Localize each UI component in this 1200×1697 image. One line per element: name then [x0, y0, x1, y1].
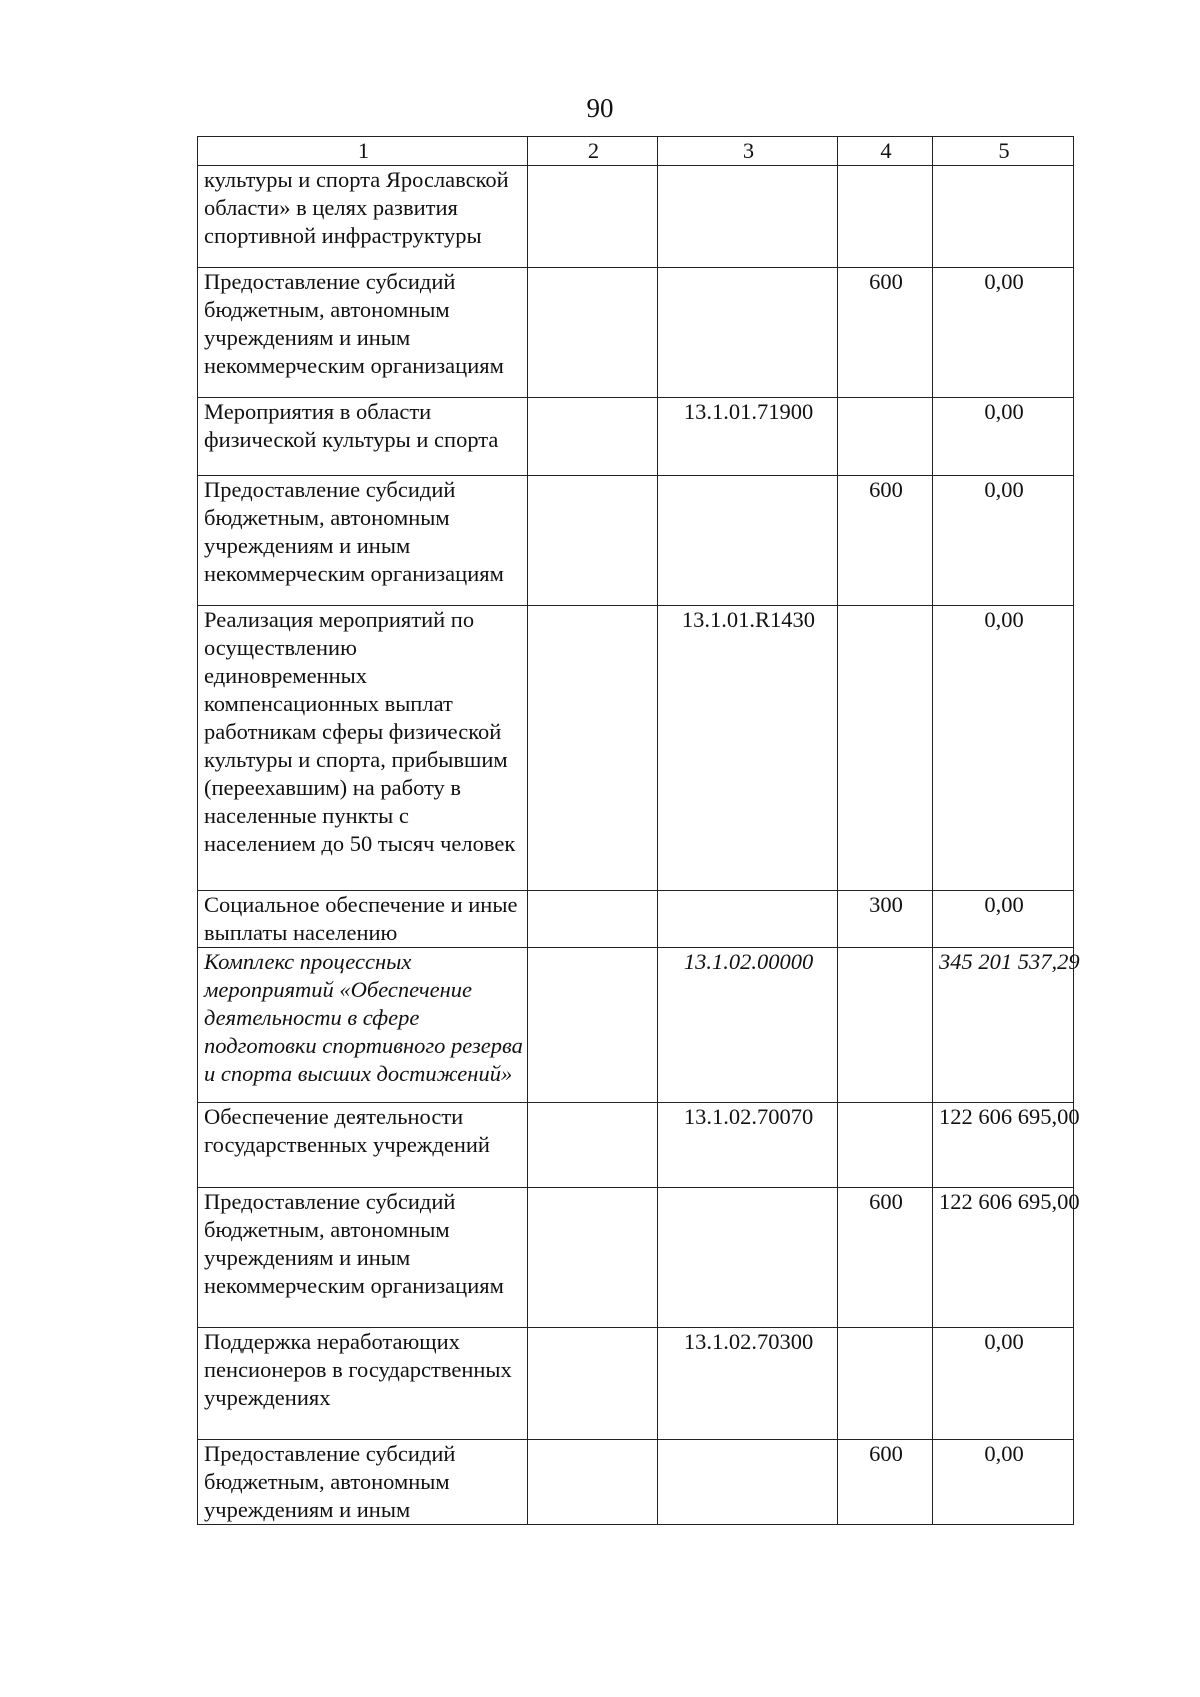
- row-type: [838, 1103, 933, 1188]
- row-amount: 0,00: [933, 398, 1074, 476]
- row-col2: [528, 948, 658, 1103]
- row-name: Мероприятия в области физической культуры и спорта: [198, 398, 528, 476]
- row-col2: [528, 166, 658, 268]
- row-type: [838, 398, 933, 476]
- row-amount: 122 606 695,00: [933, 1103, 1074, 1188]
- row-name: Обеспечение деятельности государственных учреждений: [198, 1103, 528, 1188]
- table-row: [198, 1440, 1074, 1525]
- row-amount: 345 201 537,29: [933, 948, 1074, 1103]
- row-type: [838, 166, 933, 268]
- row-col2: [528, 891, 658, 948]
- row-amount: 0,00: [933, 1328, 1074, 1440]
- row-name: Предоставление субсидий бюджетным, автономным учреждениям и иным некоммерческим организациям: [198, 476, 528, 606]
- table-row: [198, 166, 1074, 268]
- row-code: [658, 1440, 838, 1525]
- row-col2: [528, 1440, 658, 1525]
- row-code: [658, 166, 838, 268]
- row-amount: 0,00: [933, 476, 1074, 606]
- row-amount: 0,00: [933, 268, 1074, 398]
- header-cell-2: 2: [528, 137, 658, 166]
- row-amount: 0,00: [933, 891, 1074, 948]
- row-type: [838, 606, 933, 891]
- row-type: [838, 948, 933, 1103]
- row-type: 300: [838, 891, 933, 948]
- row-col2: [528, 476, 658, 606]
- table-row: [198, 476, 1074, 606]
- row-code: 13.1.02.00000: [658, 948, 838, 1103]
- row-name: Поддержка неработающих пенсионеров в государственных учреждениях: [198, 1328, 528, 1440]
- row-col2: [528, 1103, 658, 1188]
- table-row: [198, 1328, 1074, 1440]
- table-row: [198, 268, 1074, 398]
- row-name: Комплекс процессных мероприятий «Обеспечение деятельности в сфере подготовки спортивного резерва и спорта высших достижений»: [198, 948, 528, 1103]
- row-amount: 122 606 695,00: [933, 1188, 1074, 1328]
- row-amount: 0,00: [933, 1440, 1074, 1525]
- row-name: Реализация мероприятий по осуществлению единовременных компенсационных выплат работникам сферы физической культуры и спорта, прибывшим (переехавшим) на работу в населенные пункты с населением до 50 тысяч человек: [198, 606, 528, 891]
- row-amount: [933, 166, 1074, 268]
- row-amount: 0,00: [933, 606, 1074, 891]
- row-code: 13.1.01.71900: [658, 398, 838, 476]
- row-name: Предоставление субсидий бюджетным, автономным учреждениям и иным некоммерческим организациям: [198, 268, 528, 398]
- header-cell-5: 5: [933, 137, 1074, 166]
- table-row: [198, 891, 1074, 948]
- row-name: Социальное обеспечение и иные выплаты населению: [198, 891, 528, 948]
- row-col2: [528, 1188, 658, 1328]
- row-col2: [528, 268, 658, 398]
- table-row: [198, 1188, 1074, 1328]
- page-number: 90: [586, 93, 614, 123]
- header-cell-3: 3: [658, 137, 838, 166]
- row-type: 600: [838, 1440, 933, 1525]
- row-name: Предоставление субсидий бюджетным, автономным учреждениям и иным: [198, 1440, 528, 1525]
- row-code: [658, 1188, 838, 1328]
- row-col2: [528, 398, 658, 476]
- row-col2: [528, 1328, 658, 1440]
- row-code: [658, 268, 838, 398]
- row-code: 13.1.02.70300: [658, 1328, 838, 1440]
- row-type: 600: [838, 268, 933, 398]
- table-row: [198, 398, 1074, 476]
- row-code: 13.1.01.R1430: [658, 606, 838, 891]
- row-name: культуры и спорта Ярославской области» в целях развития спортивной инфраструктуры: [198, 166, 528, 268]
- row-type: 600: [838, 476, 933, 606]
- row-name: Предоставление субсидий бюджетным, автономным учреждениям и иным некоммерческим организациям: [198, 1188, 528, 1328]
- row-code: 13.1.02.70070: [658, 1103, 838, 1188]
- row-type: 600: [838, 1188, 933, 1328]
- header-row: [198, 137, 1074, 166]
- header-cell-4: 4: [838, 137, 933, 166]
- table-row: [198, 1103, 1074, 1188]
- table-row: [198, 606, 1074, 891]
- row-code: [658, 891, 838, 948]
- budget-table: [197, 136, 1080, 1525]
- row-col2: [528, 606, 658, 891]
- table-row: [198, 948, 1074, 1103]
- row-type: [838, 1328, 933, 1440]
- row-code: [658, 476, 838, 606]
- header-cell-1: 1: [198, 137, 528, 166]
